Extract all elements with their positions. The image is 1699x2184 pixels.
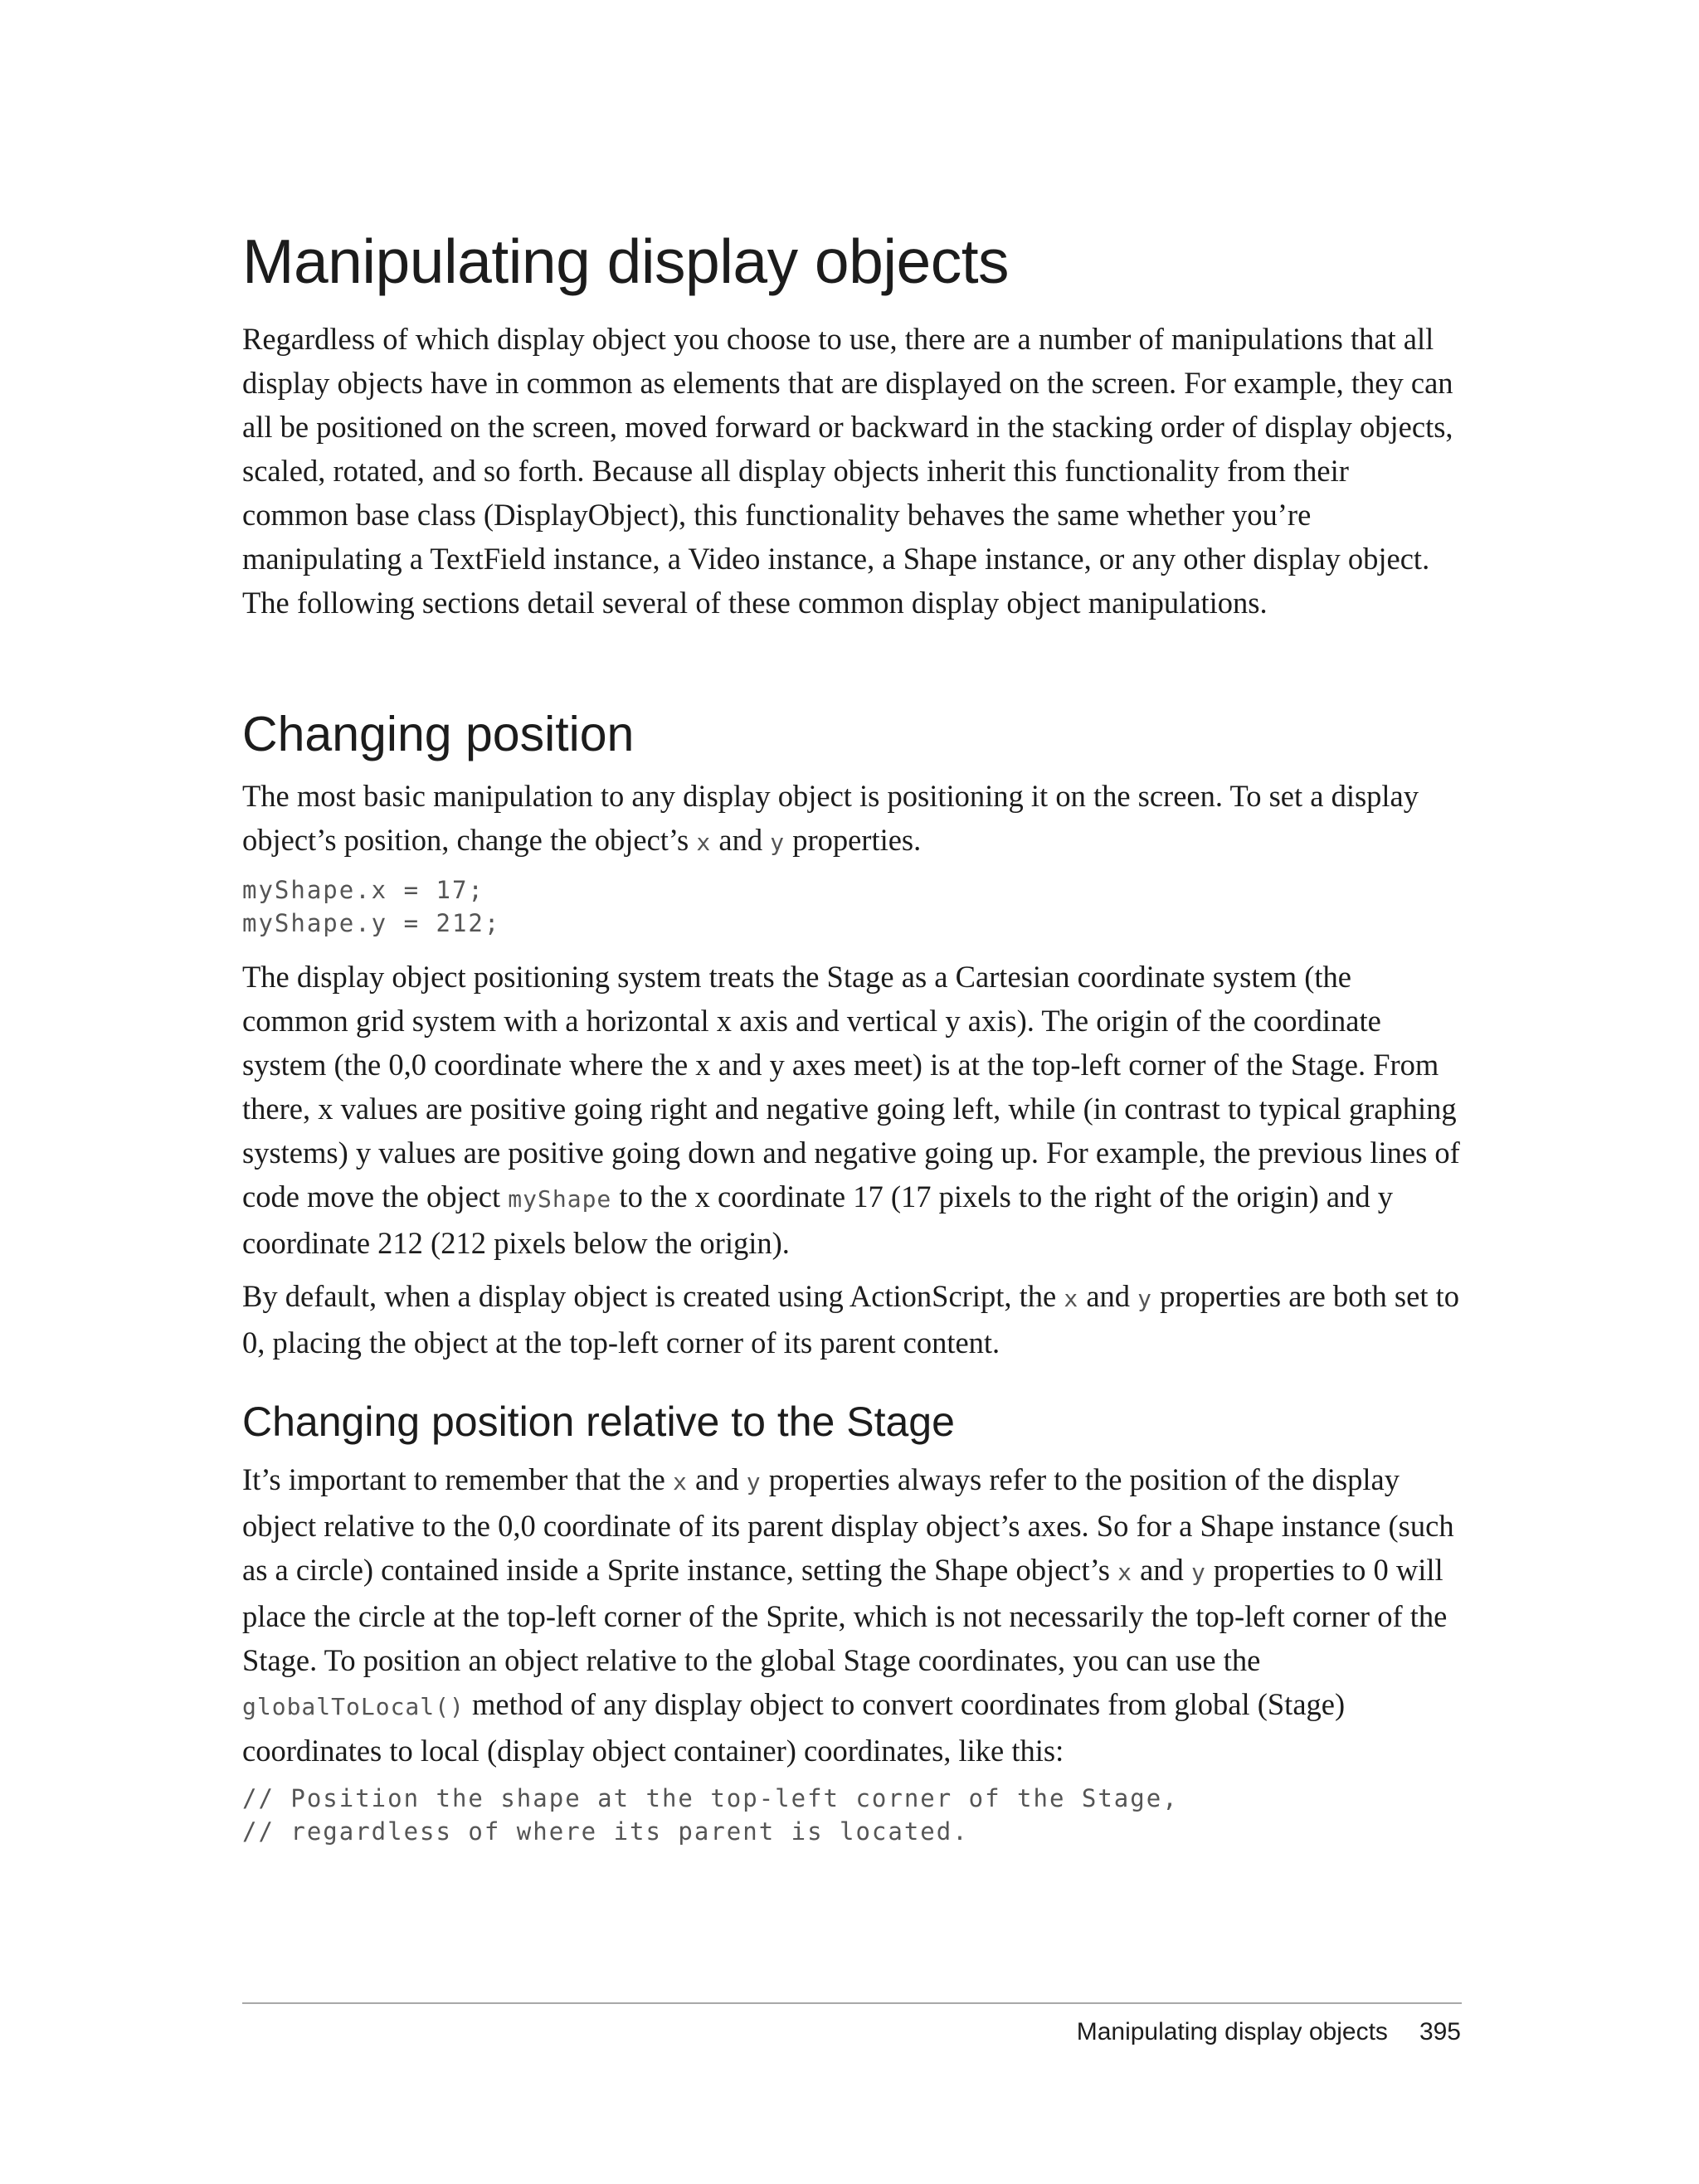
text-run: properties.: [785, 823, 922, 857]
intro-paragraph: Regardless of which display object you choose to use, there are a number of manipulations that all display objects have in common as elements that are displayed on the screen. For example, they can all be positioned on the screen, moved forward or backward in the stacking order of display objects, scaled, rotated, and so forth. Because all display objects inherit this functionality from their common base class (DisplayObject), this functionality behaves the same whether you’re manipulating a TextField instance, a Video instance, a Shape instance, or any other display object. The following sections detail several of these common display object manipulations.: [242, 322, 1453, 620]
text-run: It’s important to remember that the: [242, 1462, 673, 1496]
code-line: // regardless of where its parent is located.: [242, 1817, 969, 1846]
page-number: 395: [1419, 2018, 1461, 2045]
inline-code: y: [746, 1468, 762, 1496]
inline-code: x: [672, 1468, 688, 1496]
paragraph-default-position: [242, 1274, 1462, 1364]
paragraph-positioning-basics: [242, 774, 1462, 864]
footer-divider: [242, 2002, 1462, 2004]
text-run: properties always refer to the position of the display object relative to the 0,0 coordinate of its parent display object’s axes. So for a Shape instance (such as a circle) contained inside a Sprite instance, setting the Shape object’s: [242, 1462, 1454, 1587]
text-run: and: [711, 823, 771, 857]
text-run: By default, when a display object is created using ActionScript, the: [242, 1279, 1064, 1313]
subsection-heading-relative-to-stage: Changing position relative to the Stage: [242, 1398, 955, 1445]
text-run: and: [1078, 1279, 1138, 1313]
inline-code: myShape: [508, 1185, 612, 1213]
inline-code: x: [1064, 1285, 1079, 1312]
text-run: and: [1132, 1553, 1191, 1587]
text-run: The display object positioning system treats the Stage as a Cartesian coordinate system (the common grid system with a horizontal x axis and vertical y axis). The origin of the coordinate system (the 0,0 coordinate where the x and y axes meet) is at the top-left corner of the Stage. From there, x values are positive going right and negative going left, while (in contrast to typical graphing systems) y values are positive going down and negative going up. For example, the previous lines of code move the object: [242, 960, 1460, 1214]
text-run: and: [687, 1462, 747, 1496]
text-run: to the x coordinate 17 (17 pixels to the right of the origin) and y coordinate 212 (212 pixels below the origin).: [242, 1180, 1393, 1260]
text-run: The most basic manipulation to any display object is positioning it on the screen. To set a display object’s position, change the object’s: [242, 779, 1419, 857]
page-content: [242, 224, 1462, 1863]
code-line: myShape.y = 212;: [242, 909, 501, 937]
page-footer: [1077, 2016, 1461, 2049]
page-title: Manipulating display objects: [242, 226, 1010, 296]
code-block-global-to-local: [242, 1782, 1462, 1848]
text-run: properties to 0 will place the circle at the top-left corner of the Sprite, which is not necessarily the top-left corner of the Stage. To position an object relative to the global Stage coordinates, you can use the: [242, 1553, 1448, 1677]
footer-section-title: Manipulating display objects: [1076, 2018, 1388, 2045]
text-run: properties are both set to 0, placing the object at the top-left corner of its parent content.: [242, 1279, 1459, 1360]
paragraph-relative-position: [242, 1457, 1462, 1773]
text-run: method of any display object to convert coordinates from global (Stage) coordinates to local (display object container) coordinates, like this:: [242, 1687, 1346, 1768]
inline-code: x: [696, 829, 712, 856]
code-line: myShape.x = 17;: [242, 876, 484, 904]
code-block-position: [242, 873, 1462, 940]
paragraph-coordinate-system: [242, 955, 1462, 1265]
inline-code: globalToLocal(): [242, 1693, 465, 1720]
inline-code: x: [1117, 1559, 1132, 1586]
inline-code: y: [1137, 1285, 1153, 1312]
inline-code: y: [770, 829, 786, 856]
code-line: // Position the shape at the top-left corner of the Stage,: [242, 1784, 1179, 1812]
inline-code: y: [1190, 1559, 1206, 1586]
section-heading-changing-position: Changing position: [242, 707, 635, 761]
